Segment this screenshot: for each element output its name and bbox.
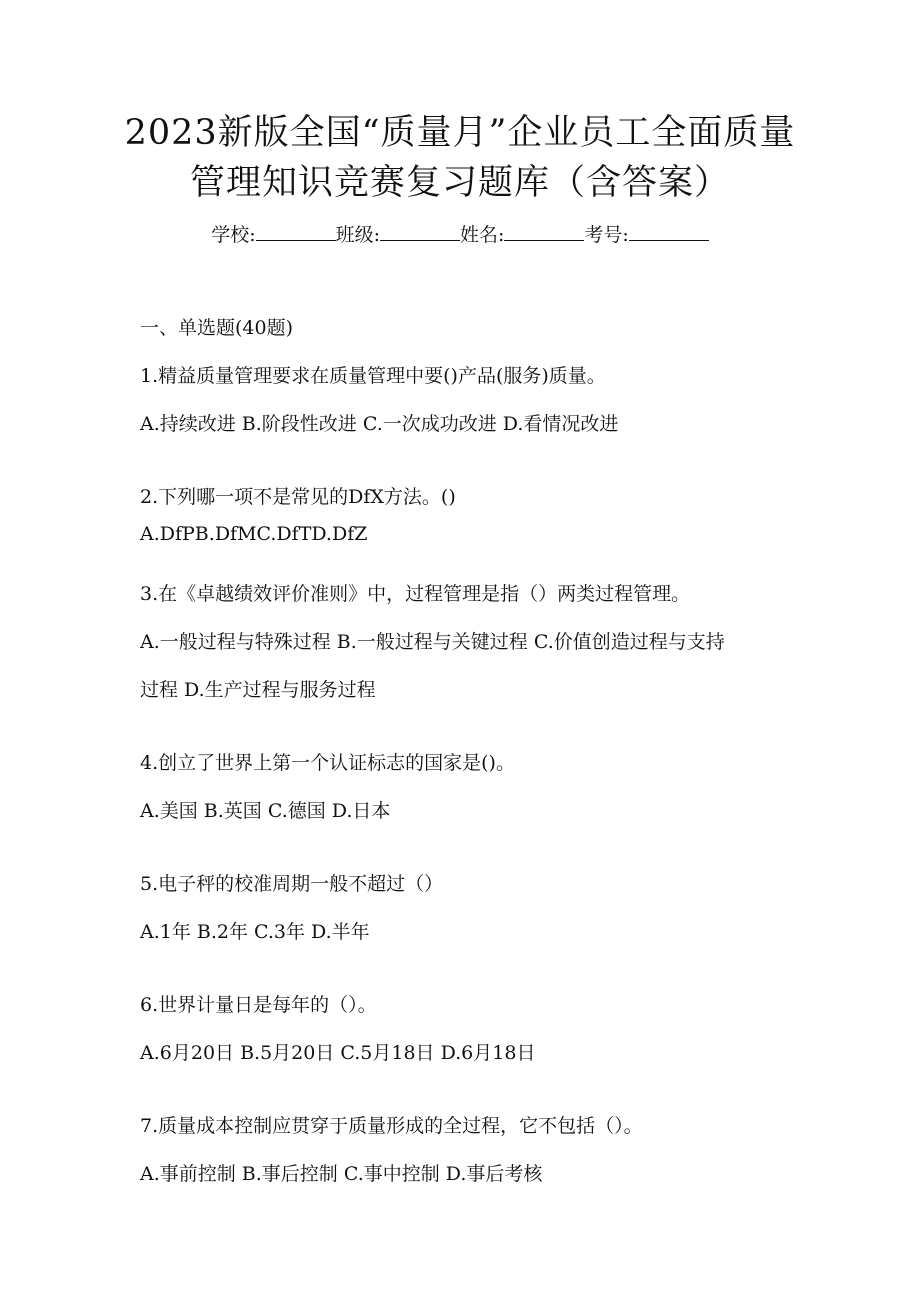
question-7-options: A.事前控制 B.事后控制 C.事中控制 D.事后考核 — [140, 1163, 543, 1185]
name-blank[interactable] — [504, 222, 584, 241]
name-field — [460, 222, 584, 248]
document-title-line-2: 管理知识竞赛复习题库（含答案） — [189, 163, 730, 203]
question-4-options: A.美国 B.英国 C.德国 D.日本 — [140, 800, 391, 822]
question-3-options-line-2: 过程 D.生产过程与服务过程 — [140, 679, 376, 701]
school-blank[interactable] — [256, 222, 336, 241]
question-3-options-line-1: A.一般过程与特殊过程 B.一般过程与关键过程 C.价值创造过程与支持 — [140, 631, 725, 653]
school-field — [211, 222, 335, 248]
exam-number-field — [584, 222, 708, 248]
question-2-stem: 2.下列哪一项不是常见的DfX方法。() — [140, 486, 456, 508]
class-field — [336, 222, 460, 248]
question-5-options: A.1年 B.2年 C.3年 D.半年 — [140, 921, 370, 943]
question-3-stem: 3.在《卓越绩效评价准则》中，过程管理是指（）两类过程管理。 — [140, 583, 691, 605]
exam-number-label: 考号: — [584, 224, 629, 246]
student-info-row — [0, 222, 920, 248]
exam-number-blank[interactable] — [629, 222, 709, 241]
school-label: 学校: — [211, 224, 256, 246]
question-1-stem: 1.精益质量管理要求在质量管理中要()产品(服务)质量。 — [140, 365, 606, 387]
document-title-line-1: 2023新版全国“质量月”企业员工全面质量 — [124, 113, 796, 153]
question-2-options: A.DfPB.DfMC.DfTD.DfZ — [140, 523, 368, 545]
question-4-stem: 4.创立了世界上第一个认证标志的国家是()。 — [140, 752, 515, 774]
name-label: 姓名: — [460, 224, 505, 246]
question-5-stem: 5.电子秤的校准周期一般不超过（） — [140, 873, 444, 895]
question-6-options: A.6月20日 B.5月20日 C.5月18日 D.6月18日 — [140, 1042, 536, 1064]
question-7-stem: 7.质量成本控制应贯穿于质量形成的全过程，它不包括（）。 — [140, 1115, 643, 1137]
class-blank[interactable] — [380, 222, 460, 241]
section-heading: 一、单选题(40题) — [140, 317, 294, 339]
question-6-stem: 6.世界计量日是每年的（）。 — [140, 994, 377, 1016]
class-label: 班级: — [335, 224, 380, 246]
question-1-options: A.持续改进 B.阶段性改进 C.一次成功改进 D.看情况改进 — [140, 413, 619, 435]
